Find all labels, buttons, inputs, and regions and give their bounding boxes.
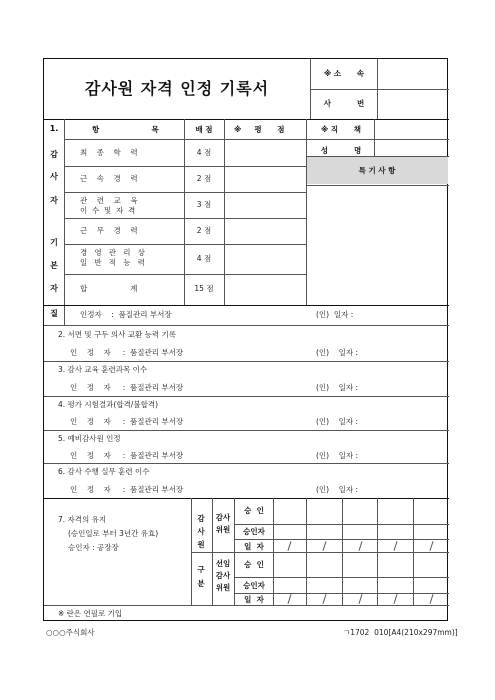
committee2-line: 선임 bbox=[215, 559, 231, 568]
side-char: 감 bbox=[50, 150, 58, 159]
date-label: 일 자 bbox=[244, 595, 264, 604]
section7-approver: 승인자 : 공장장 bbox=[68, 543, 119, 552]
group2-char: 구 bbox=[197, 565, 205, 574]
form-code: ㄱ1702 010[A4(210x297mm)] bbox=[343, 628, 458, 637]
score-education: 4 점 bbox=[196, 148, 212, 157]
group1-char: 원 bbox=[197, 540, 205, 549]
company-name: ○○○주식회사 bbox=[46, 628, 95, 637]
date-label: 일 자 bbox=[244, 542, 264, 551]
side-char: 자 bbox=[50, 284, 58, 293]
score-column-header: 배 점 bbox=[195, 125, 213, 134]
item-management: 경 영 관 리 상 일 반 적 능 력 bbox=[80, 248, 145, 267]
section1-number: 1. bbox=[49, 124, 59, 133]
name-label: 성 명 bbox=[320, 146, 362, 155]
group1-char: 사 bbox=[197, 527, 205, 536]
section4-sign: (인) 일자 : bbox=[316, 417, 359, 426]
section4-title: 4. 평가 시험결과(합격/불합격) bbox=[58, 400, 158, 409]
section3-sign: (인) 일자 : bbox=[316, 383, 359, 392]
committee2-line: 감사 bbox=[215, 571, 231, 580]
approve-label: 승 인 bbox=[244, 560, 264, 569]
score-management: 4 점 bbox=[196, 254, 212, 263]
section1-approver: 인정자 : 품질관리 부서장 bbox=[80, 310, 172, 319]
item-tenure: 근 속 경 력 bbox=[80, 174, 138, 183]
item-total: 합 계 bbox=[80, 284, 138, 293]
score-training: 3 점 bbox=[196, 200, 212, 209]
section1-sign: (인) 일자 : bbox=[316, 310, 354, 319]
section2-sign: (인) 일자 : bbox=[316, 348, 359, 357]
section6-approver: 인 정 자 : 품질관리 부서장 bbox=[70, 485, 184, 494]
section4-approver: 인 정 자 : 품질관리 부서장 bbox=[70, 417, 184, 426]
approver-label: 승인자 bbox=[243, 581, 265, 590]
approver-label: 승인자 bbox=[243, 527, 265, 536]
committee2-line: 위원 bbox=[215, 583, 231, 592]
section7-title: 7. 자격의 유지 bbox=[58, 515, 107, 524]
department-label: ※ 소 속 bbox=[323, 69, 365, 78]
score-tenure: 2 점 bbox=[196, 174, 212, 183]
group1-char: 감 bbox=[197, 514, 205, 523]
remarks-label: 특 기 사 항 bbox=[358, 166, 396, 175]
side-char: 사 bbox=[50, 172, 58, 181]
item-column-header: 항 목 bbox=[92, 125, 159, 134]
employee-number-label: 사 번 bbox=[323, 99, 365, 108]
certification-record-form bbox=[43, 58, 448, 621]
pencil-note: ※ 란은 연필로 기입 bbox=[58, 609, 123, 618]
form-title: 감사원 자격 인정 기록서 bbox=[84, 79, 270, 98]
section6-title: 6. 감사 수행 실무 훈련 이수 bbox=[58, 467, 150, 476]
side-char: 기 bbox=[50, 238, 58, 247]
evaluation-column-header: ※ 평 점 bbox=[234, 125, 285, 134]
section5-sign: (인) 일자 : bbox=[316, 451, 359, 460]
section3-approver: 인 정 자 : 품질관리 부서장 bbox=[70, 383, 184, 392]
score-total: 15 점 bbox=[194, 284, 214, 293]
section3-title: 3. 감사 교육 훈련과목 이수 bbox=[58, 365, 148, 374]
section5-title: 5. 예비감사원 인정 bbox=[58, 434, 121, 443]
side-char: 본 bbox=[50, 261, 58, 270]
section6-sign: (인) 일자 : bbox=[316, 485, 359, 494]
section5-approver: 인 정 자 : 품질관리 부서장 bbox=[70, 451, 184, 460]
approve-label: 승 인 bbox=[244, 506, 264, 515]
section2-approver: 인 정 자 : 품질관리 부서장 bbox=[70, 348, 184, 357]
section7-subtitle: (승인일로 부터 3년간 유효) bbox=[68, 529, 159, 538]
position-label: ※ 직 책 bbox=[320, 125, 362, 134]
section2-title: 2. 서면 및 구두 의사 교환 능력 기록 bbox=[58, 330, 177, 339]
side-char: 질 bbox=[50, 309, 58, 318]
item-training: 관 련 교 육 이 수 및 자 격 bbox=[80, 196, 138, 215]
committee1-line: 감사 bbox=[215, 513, 231, 522]
committee1-line: 위원 bbox=[215, 525, 231, 534]
item-education: 최 종 학 력 bbox=[80, 148, 138, 157]
group2-char: 분 bbox=[197, 579, 205, 588]
item-work-experience: 근 무 경 력 bbox=[80, 226, 138, 235]
score-work-experience: 2 점 bbox=[196, 226, 212, 235]
side-char: 자 bbox=[50, 196, 58, 205]
